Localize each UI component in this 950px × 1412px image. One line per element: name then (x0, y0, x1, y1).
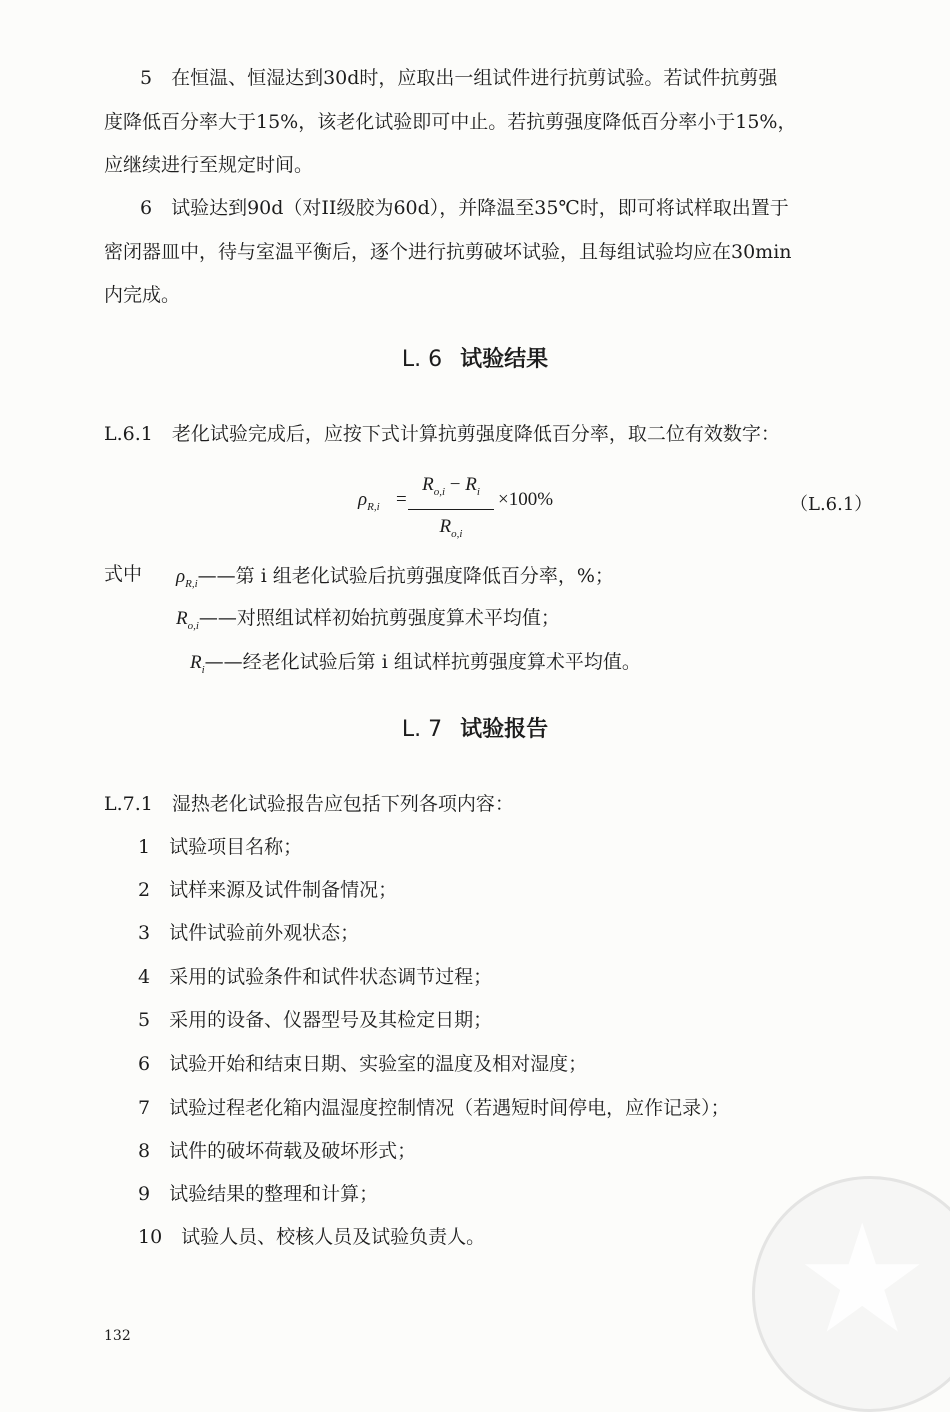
equation-number: （L.6.1） (790, 494, 873, 515)
var-symbol: R (176, 608, 188, 629)
fraction-numerator (408, 470, 494, 507)
section-number: L. 6 (401, 347, 443, 372)
formula-l61 (358, 470, 588, 540)
var-description: ——对照组试样初始抗剪强度算术平均值； (198, 607, 560, 629)
item-5-line-3: 应继续进行至规定时间。 (104, 154, 314, 176)
report-item-5: 5 采用的设备、仪器型号及其检定日期； (138, 1009, 493, 1031)
report-item-4: 4 采用的试验条件和试件状态调节过程； (138, 966, 493, 988)
num-b-sub: i (476, 485, 480, 498)
section-heading-l7 (0, 716, 950, 744)
page-number: 132 (104, 1328, 131, 1344)
formula-factor: ×100% (498, 489, 554, 510)
item-5-line-1: 5 在恒温、恒湿达到30d时，应取出一组试件进行抗剪试验。若试件抗剪强 (140, 67, 778, 89)
formula-lhs (358, 489, 380, 513)
formula-equals: = (396, 489, 407, 510)
num-a-sub: o,i (433, 485, 446, 498)
report-item-9: 9 试验结果的整理和计算； (138, 1183, 379, 1205)
clause-l61: L.6.1 老化试验完成后，应按下式计算抗剪强度降低百分率，取二位有效数字： (104, 423, 780, 445)
where-item-rho (176, 564, 614, 596)
lhs-symbol: ρ (358, 489, 368, 510)
var-subscript: o,i (187, 619, 199, 632)
report-item-10: 10 试验人员、校核人员及试验负责人。 (138, 1226, 486, 1248)
where-item-ri (190, 650, 641, 682)
num-minus: − (449, 474, 461, 495)
den-sub: o,i (451, 527, 463, 540)
var-subscript: R,i (185, 577, 198, 590)
var-symbol: ρ (176, 566, 186, 587)
item-6-line-2: 密闭器皿中，待与室温平衡后，逐个进行抗剪破坏试验，且每组试验均应在30min (104, 241, 792, 263)
num-b: R (465, 474, 477, 495)
fraction-bar (408, 509, 494, 510)
star-icon: ★ (795, 1193, 930, 1367)
section-number: L. 7 (401, 717, 443, 742)
section-heading-l6 (0, 346, 950, 374)
formula-fraction (408, 470, 494, 549)
section-title: 试验报告 (460, 717, 549, 742)
report-item-8: 8 试件的破坏荷载及破坏形式； (138, 1140, 417, 1162)
var-description: ——经老化试验后第 i 组试样抗剪强度算术平均值。 (204, 651, 641, 673)
var-description: ——第 i 组老化试验后抗剪强度降低百分率，%； (197, 565, 614, 587)
item-6-line-1: 6 试验达到90d（对II级胶为60d），并降温至35℃时，即可将试样取出置于 (140, 197, 789, 219)
report-item-3: 3 试件试验前外观状态； (138, 922, 360, 944)
watermark-seal-icon (752, 1176, 950, 1412)
clause-l71: L.7.1 湿热老化试验报告应包括下列各项内容： (104, 793, 514, 815)
lhs-subscript: R,i (367, 500, 380, 513)
section-title: 试验结果 (460, 347, 549, 372)
var-symbol: R (190, 652, 202, 673)
fraction-denominator (408, 512, 494, 549)
where-label: 式中 (104, 563, 143, 585)
report-item-7: 7 试验过程老化箱内温湿度控制情况（若遇短时间停电，应作记录）； (138, 1097, 730, 1119)
report-item-2: 2 试样来源及试件制备情况； (138, 879, 398, 901)
report-item-1: 1 试验项目名称； (138, 836, 303, 858)
den-r: R (439, 515, 452, 537)
item-5-line-2: 度降低百分率大于15%，该老化试验即可中止。若抗剪强度降低百分率小于15%， (104, 111, 797, 133)
var-subscript: i (201, 663, 205, 676)
report-item-6: 6 试验开始和结束日期、实验室的温度及相对湿度； (138, 1053, 588, 1075)
where-item-roi (176, 606, 560, 638)
num-a: R (422, 474, 434, 495)
item-6-line-3: 内完成。 (104, 284, 181, 306)
